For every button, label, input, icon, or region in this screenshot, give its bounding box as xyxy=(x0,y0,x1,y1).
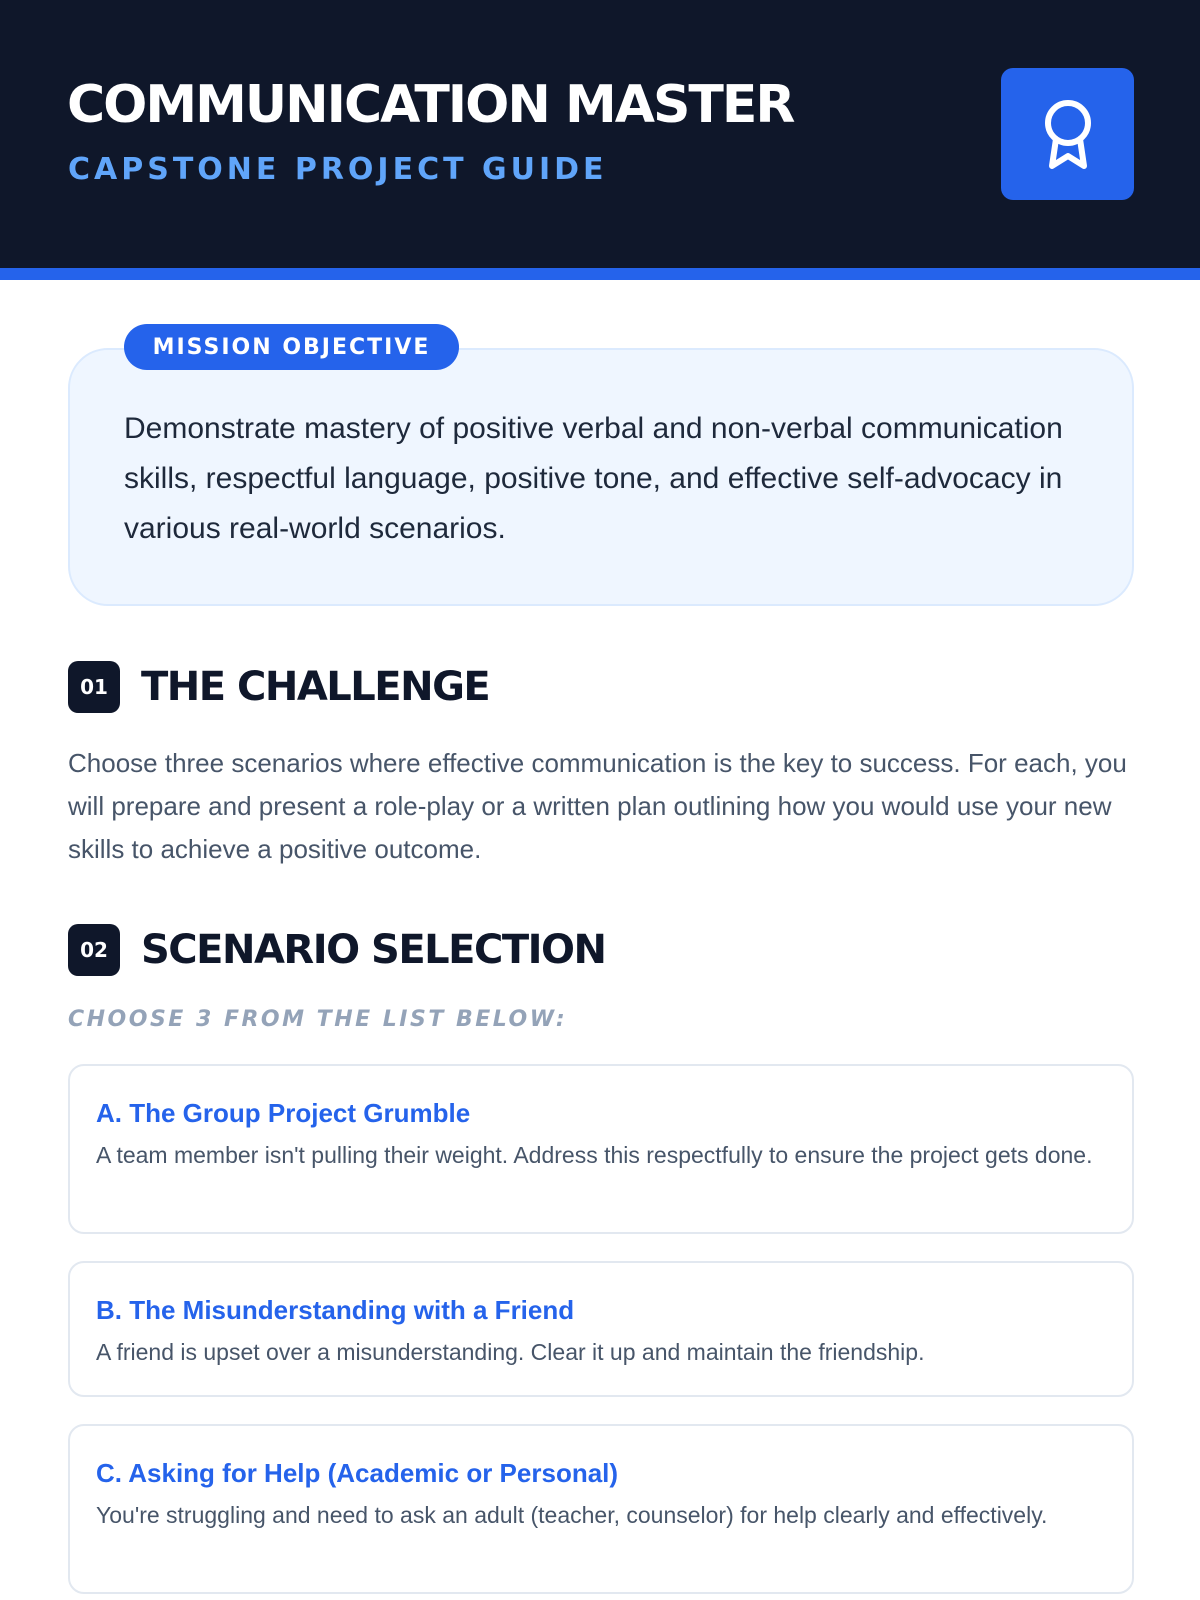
scenario-description: You're struggling and need to ask an adult (teacher, counselor) for help clearly and effectively. xyxy=(96,1502,1048,1528)
scenario-title: A. The Group Project Grumble xyxy=(96,1098,471,1128)
scenario-card xyxy=(68,1064,1134,1234)
section-title: THE CHALLENGE xyxy=(141,664,490,710)
scenario-title: C. Asking for Help (Academic or Personal) xyxy=(96,1458,619,1488)
scenario-description: A friend is upset over a misunderstanding. Clear it up and maintain the friendship. xyxy=(96,1339,925,1365)
challenge-text: Choose three scenarios where effective communication is the key to success. For each, you will prepare and present a role-play or a written plan outlining how you would use your new skills to achieve a positive outcome. xyxy=(68,748,1127,864)
award-ribbon-icon xyxy=(1040,96,1096,172)
section-title: SCENARIO SELECTION xyxy=(141,927,606,973)
selection-heading xyxy=(68,924,605,976)
page-subtitle: CAPSTONE PROJECT GUIDE xyxy=(68,152,608,187)
scenario-description: A team member isn't pulling their weight. Address this respectfully to ensure the project gets done. xyxy=(96,1142,1093,1168)
challenge-heading xyxy=(68,661,489,713)
section-number: 02 xyxy=(68,924,120,976)
header-accent-bar xyxy=(0,268,1200,280)
scenario-card xyxy=(68,1424,1134,1594)
scenario-title: B. The Misunderstanding with a Friend xyxy=(96,1295,575,1325)
award-badge xyxy=(1001,68,1134,200)
section-number: 01 xyxy=(68,661,120,713)
mission-text: Demonstrate mastery of positive verbal and non-verbal communication skills, respectful language, positive tone, and effective self-advocacy in various real-world scenarios. xyxy=(124,412,1063,545)
mission-label: MISSION OBJECTIVE xyxy=(124,324,459,370)
page-title: COMMUNICATION MASTER xyxy=(67,75,794,135)
scenario-card xyxy=(68,1261,1134,1397)
selection-instruction: CHOOSE 3 FROM THE LIST BELOW: xyxy=(68,1007,568,1032)
